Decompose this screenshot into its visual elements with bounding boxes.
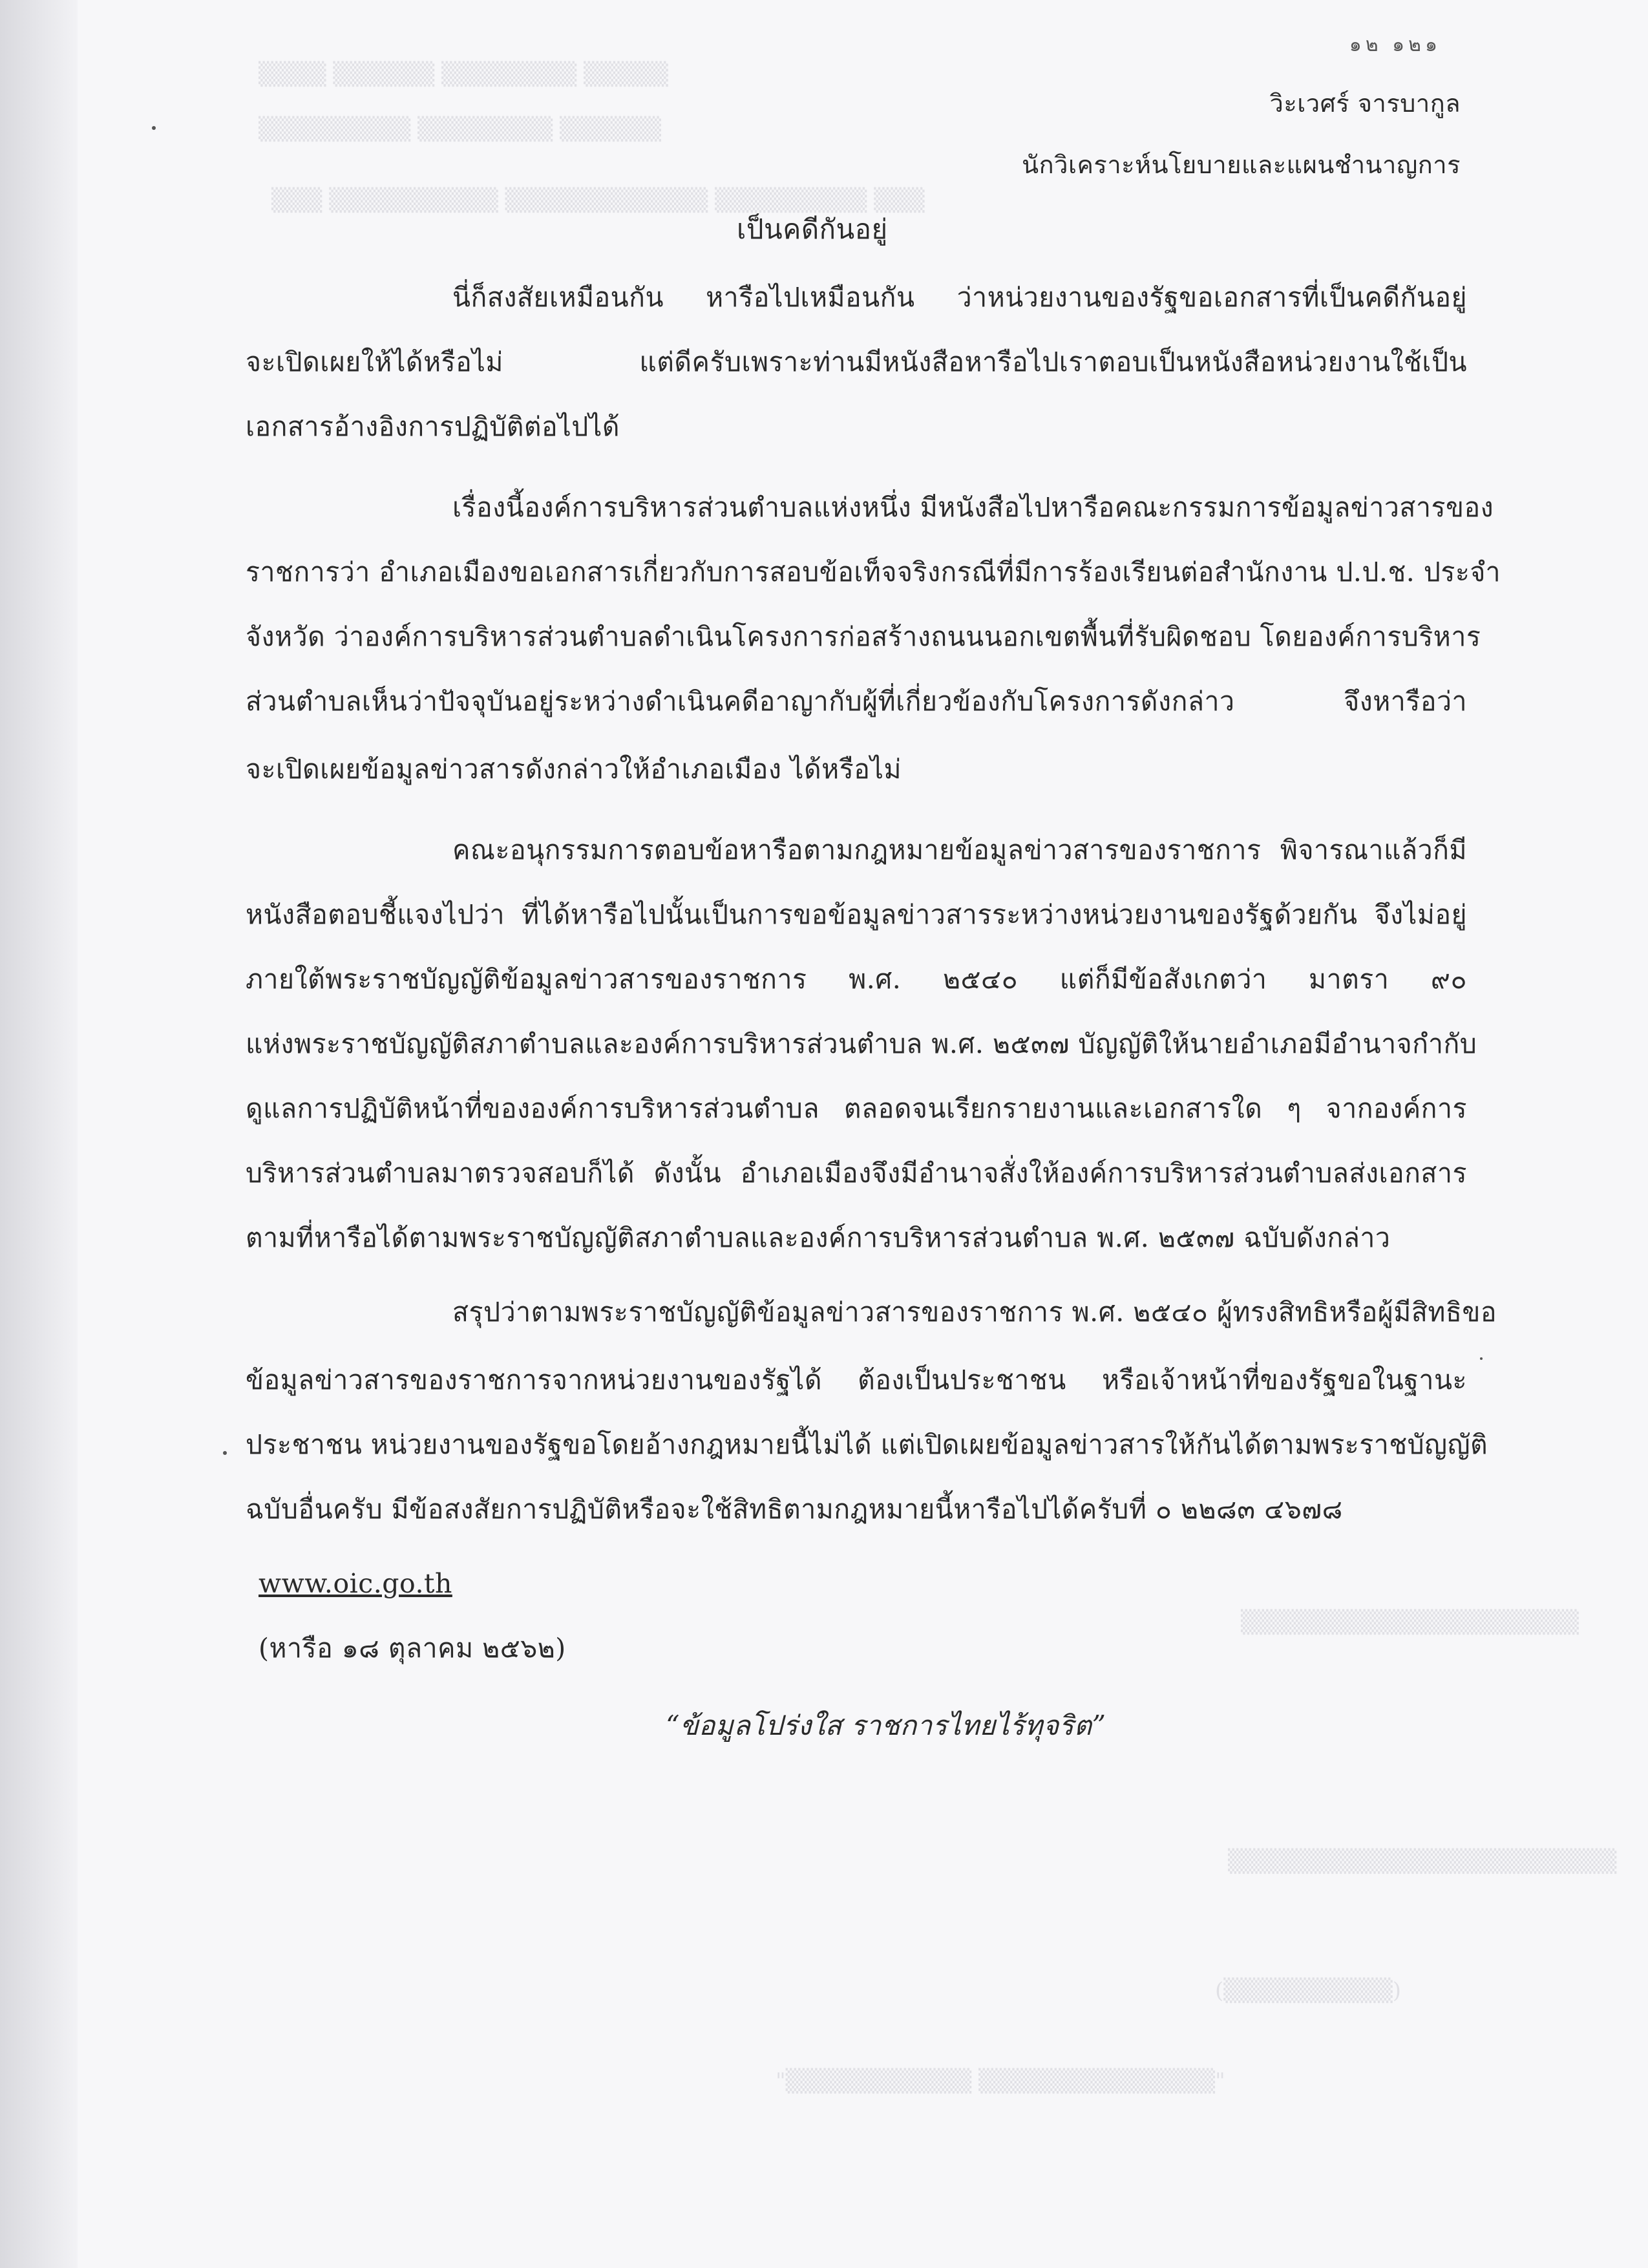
- scan-speck: [152, 126, 156, 130]
- body-text-line: นี่ก็สงสัยเหมือนกัน หารือไปเหมือนกัน ว่าหน่วยงานของรัฐขอเอกสารที่เป็นคดีกันอยู่: [452, 282, 1467, 313]
- scan-speck: [223, 1451, 227, 1455]
- body-text-line: ประชาชน หน่วยงานของรัฐขอโดยอ้างกฎหมายนี้ไม่ได้ แต่เปิดเผยข้อมูลข่าวสารให้กันได้ตามพระราชบัญญัติ: [246, 1429, 1488, 1460]
- body-text-line: คณะอนุกรรมการตอบข้อหารือตามกฎหมายข้อมูลข่าวสารของราชการ พิจารณาแล้วก็มี: [452, 834, 1467, 865]
- bleed-through-text: ▒▒▒ ▒▒▒▒▒▒▒▒▒▒ ▒▒▒▒▒▒▒▒▒▒▒▒ ▒▒▒▒▒▒▒▒▒ ▒▒▒: [271, 187, 925, 213]
- author-name: วิะเวศร์ จารบากูล: [1269, 89, 1461, 118]
- bleed-through-text: ▒▒▒▒ ▒▒▒▒▒▒ ▒▒▒▒▒▒▒▒ ▒▒▒▒▒: [259, 61, 668, 87]
- body-text-line: ส่วนตำบลเห็นว่าปัจจุบันอยู่ระหว่างดำเนินคดีอาญากับผู้ที่เกี่ยวข้องกับโครงการดังกล่าว จึงหารือว่า: [246, 686, 1467, 717]
- body-text-line: จะเปิดเผยให้ได้หรือไม่ แต่ดีครับเพราะท่านมีหนังสือหารือไปเราตอบเป็นหนังสือหน่วยงานใช้เป็น: [246, 346, 1467, 377]
- bleed-through-text: ▒▒▒▒▒▒▒▒▒ ▒▒▒▒▒▒▒▒ ▒▒▒▒▒▒: [259, 116, 662, 142]
- body-text-line: ราชการว่า อำเภอเมืองขอเอกสารเกี่ยวกับการสอบข้อเท็จจริงกรณีที่มีการร้องเรียนต่อสำนักงาน ป.ป.ช. ประจำ: [246, 556, 1501, 588]
- bleed-through-text: ▒▒▒▒▒▒▒▒▒▒▒▒▒▒▒▒▒▒▒▒▒▒▒: [1228, 1849, 1617, 1874]
- body-text-line: ภายใต้พระราชบัญญัติข้อมูลข่าวสารของราชการ พ.ศ. ๒๕๔๐ แต่ก็มีข้อสังเกตว่า มาตรา ๙๐: [246, 964, 1467, 995]
- scan-edge-shadow: [0, 0, 78, 2268]
- body-text-line: บริหารส่วนตำบลมาตรวจสอบก็ได้ ดังนั้น อำเภอเมืองจึงมีอำนาจสั่งให้องค์การบริหารส่วนตำบลส่งเอกสาร: [246, 1158, 1467, 1189]
- body-text-line: ข้อมูลข่าวสารของราชการจากหน่วยงานของรัฐได้ ต้องเป็นประชาชน หรือเจ้าหน้าที่ของรัฐขอในฐานะ: [246, 1364, 1467, 1395]
- website-link[interactable]: www.oic.go.th: [259, 1568, 452, 1599]
- body-text-line: ตามที่หารือได้ตามพระราชบัญญัติสภาตำบลและองค์การบริหารส่วนตำบล พ.ศ. ๒๕๓๗ ฉบับดังกล่าว: [246, 1222, 1391, 1253]
- body-text-line: สรุปว่าตามพระราชบัญญัติข้อมูลข่าวสารของราชการ พ.ศ. ๒๕๔๐ ผู้ทรงสิทธิหรือผู้มีสิทธิขอ: [452, 1297, 1497, 1328]
- body-text-line: ดูแลการปฏิบัติหน้าที่ขององค์การบริหารส่วนตำบล ตลอดจนเรียกรายงานและเอกสารใด ๆ จากองค์การ: [246, 1093, 1467, 1124]
- body-text-line: แห่งพระราชบัญญัติสภาตำบลและองค์การบริหารส่วนตำบล พ.ศ. ๒๕๓๗ บัญญัติให้นายอำเภอมีอำนาจกำกับ: [246, 1028, 1477, 1059]
- bleed-through-text: ▒▒▒▒▒▒▒▒▒▒▒▒▒▒▒▒▒▒▒▒: [1241, 1609, 1579, 1635]
- body-text-line: หนังสือตอบชี้แจงไปว่า ที่ได้หารือไปนั้นเป็นการขอข้อมูลข่าวสารระหว่างหน่วยงานของรัฐด้วยกัน จึงไม่อยู่: [246, 899, 1467, 930]
- body-text-line: เรื่องนี้องค์การบริหารส่วนตำบลแห่งหนึ่ง มีหนังสือไปหารือคณะกรรมการข้อมูลข่าวสารของ: [452, 492, 1494, 523]
- consult-date: (หารือ ๑๘ ตุลาคม ๒๕๖๒): [259, 1633, 566, 1664]
- body-text-line: จะเปิดเผยข้อมูลข่าวสารดังกล่าวให้อำเภอเมือง ได้หรือไม่: [246, 754, 902, 785]
- motto: “ข้อมูลโปร่งใส ราชการไทยไร้ทุจริต”: [666, 1710, 1106, 1741]
- body-text-line: เอกสารอ้างอิงการปฏิบัติต่อไปได้: [246, 411, 620, 442]
- author-position: นักวิเคราะห์นโยบายและแผนชำนาญการ: [1022, 151, 1461, 179]
- bleed-through-text: (▒▒▒▒▒▒▒▒▒▒): [1215, 1978, 1402, 2004]
- body-text-line: จังหวัด ว่าองค์การบริหารส่วนตำบลดำเนินโครงการก่อสร้างถนนนอกเขตพื้นที่รับผิดชอบ โดยองค์การบริหาร: [246, 621, 1481, 652]
- bleed-through-text: "▒▒▒▒▒▒▒▒▒▒▒ ▒▒▒▒▒▒▒▒▒▒▒▒▒▒": [776, 2068, 1225, 2094]
- scan-speck: [1480, 1357, 1483, 1360]
- page-marks: ๑๒ ๑๒๑: [1349, 34, 1441, 56]
- page-title: เป็นคดีกันอยู่: [737, 213, 888, 245]
- body-text-line: ฉบับอื่นครับ มีข้อสงสัยการปฏิบัติหรือจะใช้สิทธิตามกฎหมายนี้หารือไปได้ครับที่ ๐ ๒๒๘๓ ๔๖๗๘: [246, 1494, 1343, 1525]
